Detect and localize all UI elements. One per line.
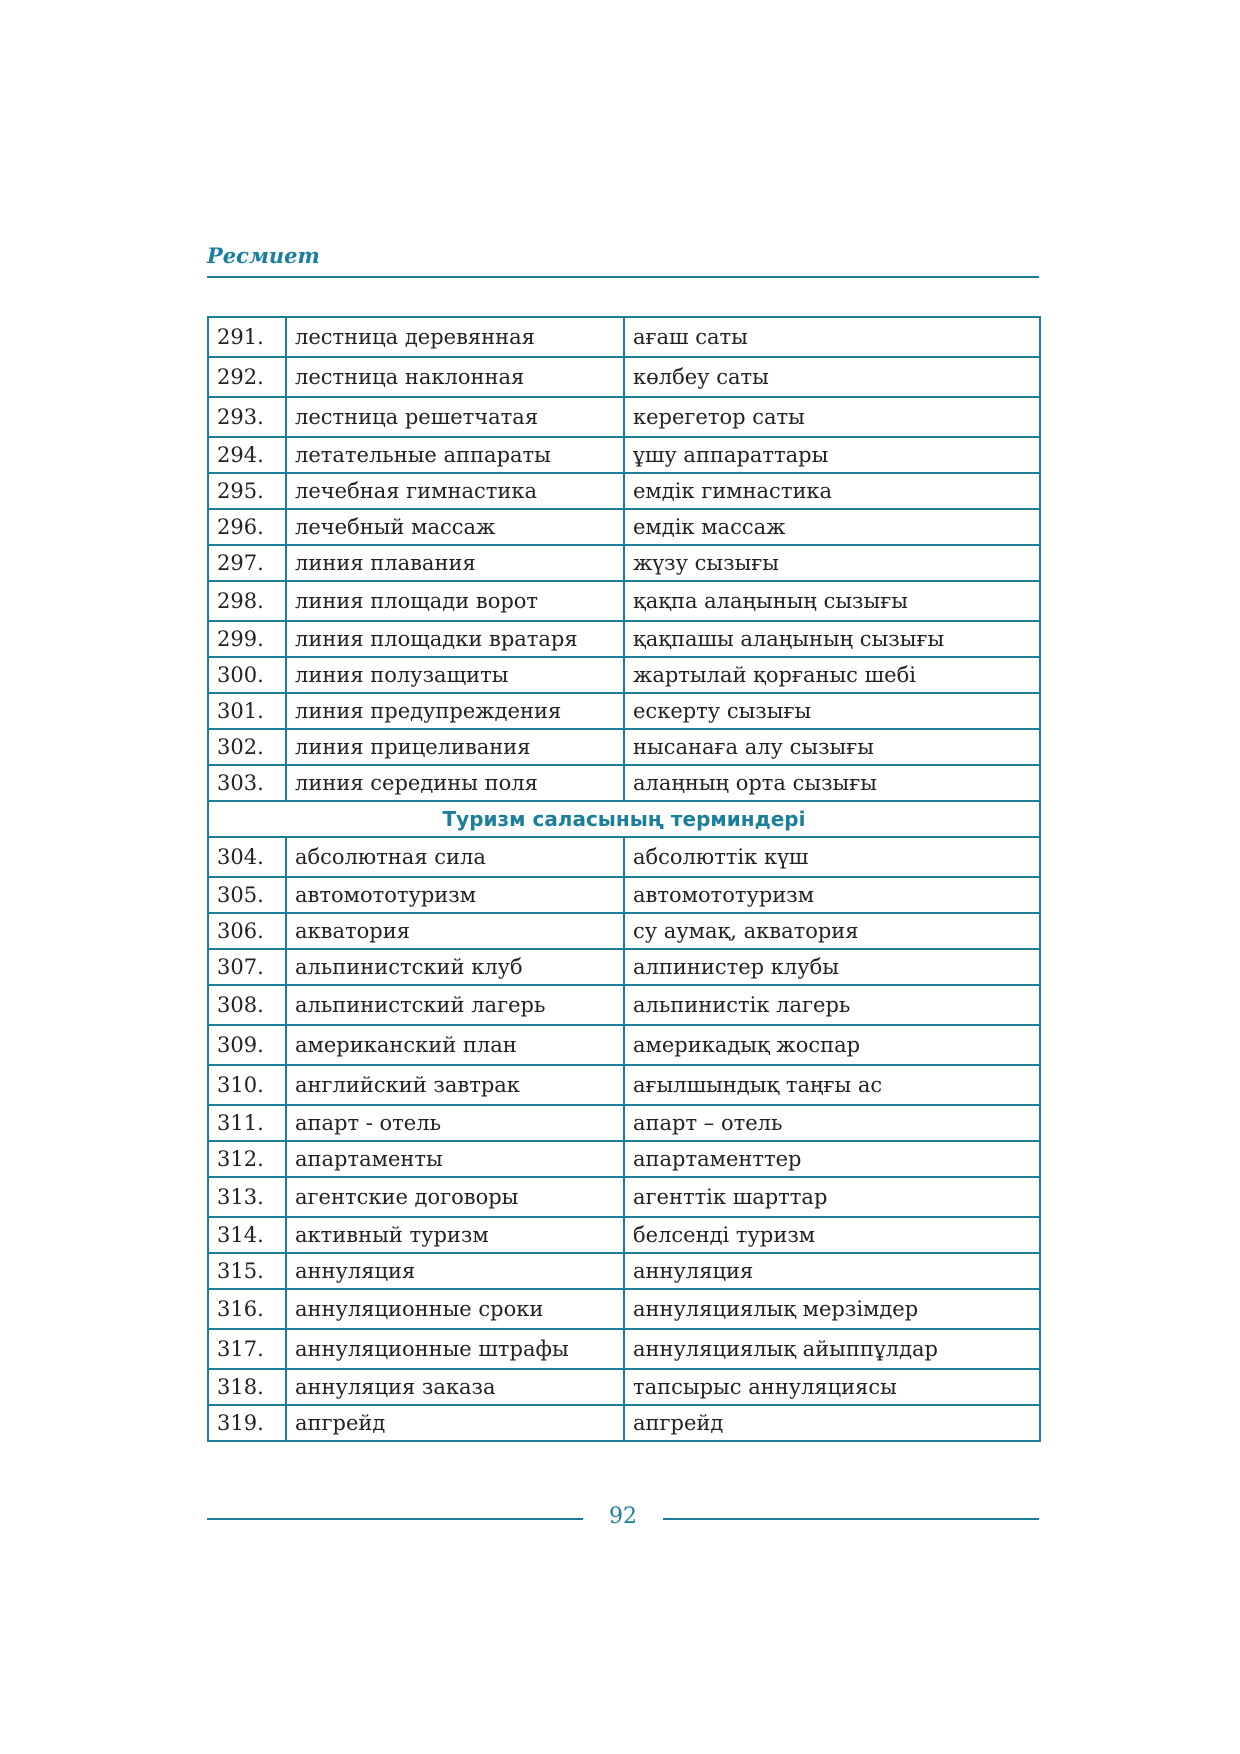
table-row (208, 357, 1040, 397)
term-russian: линия площади ворот (286, 581, 624, 621)
term-number: 296. (208, 509, 286, 545)
term-russian: автомототуризм (286, 877, 624, 913)
term-kazakh: аннуляция (624, 1253, 1040, 1289)
term-russian: апартаменты (286, 1141, 624, 1177)
term-russian: линия прицеливания (286, 729, 624, 765)
glossary-rows-b (208, 837, 1040, 1441)
term-kazakh: алаңның орта сызығы (624, 765, 1040, 801)
term-number: 306. (208, 913, 286, 949)
term-kazakh: емдік гимнастика (624, 473, 1040, 509)
table-row (208, 657, 1040, 693)
footer-divider-left (207, 1518, 583, 1520)
term-russian: линия площадки вратаря (286, 621, 624, 657)
term-number: 311. (208, 1105, 286, 1141)
term-number: 318. (208, 1369, 286, 1405)
term-russian: апарт - отель (286, 1105, 624, 1141)
term-kazakh: агенттік шарттар (624, 1177, 1040, 1217)
term-russian: аннуляционные сроки (286, 1289, 624, 1329)
footer-divider-right (663, 1518, 1039, 1520)
term-russian: американский план (286, 1025, 624, 1065)
term-russian: лечебный массаж (286, 509, 624, 545)
term-russian: апгрейд (286, 1405, 624, 1441)
table-row (208, 545, 1040, 581)
term-number: 291. (208, 317, 286, 357)
table-row (208, 1289, 1040, 1329)
term-russian: аннуляция (286, 1253, 624, 1289)
term-kazakh: қақпа алаңының сызығы (624, 581, 1040, 621)
term-russian: линия предупреждения (286, 693, 624, 729)
term-kazakh: апарт – отель (624, 1105, 1040, 1141)
table-row (208, 509, 1040, 545)
term-kazakh: емдік массаж (624, 509, 1040, 545)
term-number: 315. (208, 1253, 286, 1289)
term-kazakh: ағылшындық таңғы ас (624, 1065, 1040, 1105)
term-russian: агентские договоры (286, 1177, 624, 1217)
table-row (208, 621, 1040, 657)
term-number: 308. (208, 985, 286, 1025)
term-kazakh: көлбеу саты (624, 357, 1040, 397)
term-kazakh: ұшу аппараттары (624, 437, 1040, 473)
running-header-title: Ресмиет (207, 243, 320, 268)
term-kazakh: апгрейд (624, 1405, 1040, 1441)
term-russian: альпинистский клуб (286, 949, 624, 985)
page-number: 92 (609, 1504, 637, 1529)
term-kazakh: абсолюттік күш (624, 837, 1040, 877)
term-kazakh: керегетор саты (624, 397, 1040, 437)
term-kazakh: ағаш саты (624, 317, 1040, 357)
term-russian: линия середины поля (286, 765, 624, 801)
term-number: 314. (208, 1217, 286, 1253)
term-number: 294. (208, 437, 286, 473)
term-number: 312. (208, 1141, 286, 1177)
term-number: 310. (208, 1065, 286, 1105)
table-row (208, 913, 1040, 949)
glossary-table (207, 316, 1041, 1442)
term-kazakh: аннуляциялық мерзімдер (624, 1289, 1040, 1329)
table-row (208, 473, 1040, 509)
table-row (208, 729, 1040, 765)
table-row (208, 1065, 1040, 1105)
table-row (208, 1405, 1040, 1441)
term-kazakh: тапсырыс аннуляциясы (624, 1369, 1040, 1405)
table-row (208, 581, 1040, 621)
glossary-section (208, 801, 1040, 837)
term-number: 317. (208, 1329, 286, 1369)
table-row (208, 1369, 1040, 1405)
table-row (208, 1177, 1040, 1217)
term-russian: аннуляция заказа (286, 1369, 624, 1405)
term-number: 295. (208, 473, 286, 509)
term-number: 293. (208, 397, 286, 437)
table-row (208, 1253, 1040, 1289)
table-row (208, 985, 1040, 1025)
term-russian: лестница наклонная (286, 357, 624, 397)
term-number: 307. (208, 949, 286, 985)
term-russian: акватория (286, 913, 624, 949)
table-row (208, 837, 1040, 877)
term-number: 309. (208, 1025, 286, 1065)
term-number: 301. (208, 693, 286, 729)
term-number: 305. (208, 877, 286, 913)
term-kazakh: америкадық жоспар (624, 1025, 1040, 1065)
table-row (208, 949, 1040, 985)
term-russian: лестница решетчатая (286, 397, 624, 437)
term-number: 303. (208, 765, 286, 801)
term-number: 300. (208, 657, 286, 693)
term-russian: лестница деревянная (286, 317, 624, 357)
term-russian: абсолютная сила (286, 837, 624, 877)
term-russian: английский завтрак (286, 1065, 624, 1105)
term-number: 313. (208, 1177, 286, 1217)
term-russian: лечебная гимнастика (286, 473, 624, 509)
table-row (208, 437, 1040, 473)
term-kazakh: қақпашы алаңының сызығы (624, 621, 1040, 657)
glossary-rows-a (208, 317, 1040, 801)
section-row (208, 801, 1040, 837)
term-kazakh: жартылай қорғаныс шебі (624, 657, 1040, 693)
term-russian: летательные аппараты (286, 437, 624, 473)
header-divider (207, 276, 1039, 278)
table-row (208, 1025, 1040, 1065)
term-kazakh: белсенді туризм (624, 1217, 1040, 1253)
term-number: 298. (208, 581, 286, 621)
term-number: 297. (208, 545, 286, 581)
term-number: 299. (208, 621, 286, 657)
term-kazakh: алпинистер клубы (624, 949, 1040, 985)
table-row (208, 877, 1040, 913)
term-kazakh: нысанаға алу сызығы (624, 729, 1040, 765)
term-kazakh: жүзу сызығы (624, 545, 1040, 581)
term-russian: активный туризм (286, 1217, 624, 1253)
table-row (208, 317, 1040, 357)
term-russian: альпинистский лагерь (286, 985, 624, 1025)
term-number: 319. (208, 1405, 286, 1441)
table-row (208, 1105, 1040, 1141)
section-heading: Туризм саласының терминдері (208, 801, 1040, 837)
table-row (208, 693, 1040, 729)
term-number: 302. (208, 729, 286, 765)
term-russian: линия полузащиты (286, 657, 624, 693)
table-row (208, 765, 1040, 801)
term-number: 292. (208, 357, 286, 397)
table-row (208, 397, 1040, 437)
term-kazakh: су аумақ, акватория (624, 913, 1040, 949)
term-number: 316. (208, 1289, 286, 1329)
table-row (208, 1217, 1040, 1253)
term-russian: аннуляционные штрафы (286, 1329, 624, 1369)
table-row (208, 1141, 1040, 1177)
term-russian: линия плавания (286, 545, 624, 581)
table-row (208, 1329, 1040, 1369)
term-kazakh: аннуляциялық айыппұлдар (624, 1329, 1040, 1369)
term-kazakh: ескерту сызығы (624, 693, 1040, 729)
term-kazakh: автомототуризм (624, 877, 1040, 913)
term-number: 304. (208, 837, 286, 877)
term-kazakh: апартаменттер (624, 1141, 1040, 1177)
term-kazakh: альпинистік лагерь (624, 985, 1040, 1025)
